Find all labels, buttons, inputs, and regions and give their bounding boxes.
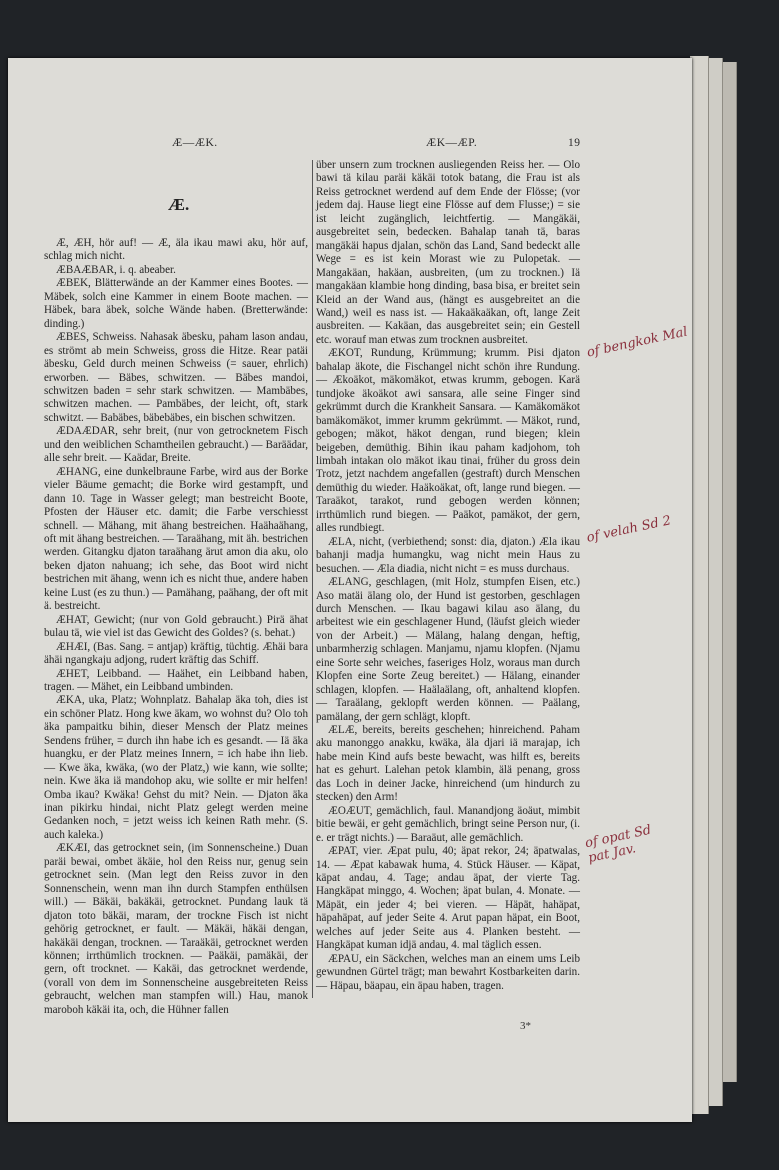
- entry: ÆKA, uka, Platz; Wohnplatz. Bahalap äka toh, dies ist ein schöner Platz. Hong kwe äkam, wo wohnst du? Olo toh äka pampaitku bihin, dieser Mensch der Platz meines Sendens früher, = durch ihn habe ich es gesandt. — Iä äka huangku, er der Platz meines Innern, = ich habe ihn lieb. — Kwe äka, kwäka, (wo der Platz,) wie kann, wie sollte; nein. Kwe äka iä mandohop aku, wie sollte er mir helfen! Omba ikau? Kwäka! Gehst du mit? Nein. — Djaton äka inan pikirku hindai, nicht Platz gelegt werden meine Gedanken noch, = jetzt weiss ich keinen Rath mehr. (S. auch kaleka.): [44, 694, 308, 841]
- entry: ÆBEK, Blätterwände an der Kammer eines Bootes. — Mäbek, solch eine Kammer in einem Boote machen. — Häbek, bara äbek, solche Wände haben. (Bretterwände: dinding.): [44, 277, 308, 330]
- handwritten-note: of velah Sd 2: [585, 513, 673, 546]
- left-column: [44, 237, 308, 1017]
- entry: ÆHÆI, (Bas. Sang. = antjap) kräftig, tüchtig. Æhäi bara ähäi ngangkaju adjong, rudert kräftig das Schiff.: [44, 640, 308, 667]
- column-divider: [312, 160, 313, 998]
- handwritten-note: of bengkok Mal: [585, 324, 689, 361]
- entry: ÆBAÆBAR, i. q. abeaber.: [56, 263, 176, 276]
- handwritten-note: of opat Sd pat Jav.: [583, 822, 653, 866]
- entry: ÆLANG, geschlagen, (mit Holz, stumpfen Eisen, etc.) Aso matäi älang olo, der Hund ist gestorben, geschlagen durch Menschen. — Ikau bagawi kilau aso älang, du arbeitest wie ein geschlagener Hund, (läufst gleich wieder von der Arbeit.) — Mälang, halang dengan, heftig, unbarmherzig schlagen. Manjamu, njamu klopfen. (Njamu eine Sorte sehr weiches, faseriges Holz, woraus man durch Klopfen eine Sorte Zeug bereitet.) — Hälang, einander schlagen, klopfen. — Haälaälang, oft, anhaltend klopfen. — Taraälang, geklopft werden können. — Paälang, pamälang, der gern schlägt, klopft.: [316, 576, 580, 723]
- entry: ÆPAT, vier. Æpat pulu, 40; äpat rekor, 24; äpatwalas, 14. — Æpat kabawak huma, 4. Stück Häuser. — Käpat, käpat andau, 4. Tage; andau äpat, der vierte Tag. Hangkäpat minggo, 4. Wochen; äpat bulan, 4. Monate. — Mäpät, ein jeder 4; bei vieren. — Häpät, hahäpat, häpahäpat, auf jeder Seite 4. Arut papan häpat, ein Boot, welches auf jeder Seite aus 4. Planken besteht. — Hangkäpat kuman idjä andau, 4. mal täglich essen.: [316, 845, 580, 952]
- entry: ÆLÆ, bereits, bereits geschehen; hinreichend. Paham aku manonggo anakku, kwäka, äla djari iä marajap, ich habe mein Kind aufs beste bewacht, was hilft es, bereits hat es gehurt. Lalehan petok klambin, älä penang, gross das Loch in deiner Jacke, hinreichend (um hindurch zu stecken) den Arm!: [316, 724, 580, 804]
- section-letter: Æ.: [168, 195, 190, 214]
- page-edge-1: [690, 56, 709, 1114]
- entry: ÆHET, Leibband. — Haähet, ein Leibband haben, tragen. — Mähet, ein Leibband umbinden.: [44, 667, 308, 693]
- page-number: 19: [568, 137, 581, 149]
- entry: ÆKÆI, das getrocknet sein, (im Sonnenscheine.) Duan paräi bewai, ombet äkäie, hol den Reiss nur, genug sein getrocknet sein. (Man legt den Reiss zuvor in den Sonnenschein, wenn man ihn durch Stampfen enthülsen will.) — Bäkäi, bakäkäi, getrocknet. Pundang lauk tä djaton toto bäkäi, maram, der trockne Fisch ist nicht gehörig getrocknet, er fault. — Mäkäi, häkäi dengan, hakäkäi dengan, trocknen. — Taraäkäi, getrocknet werden können; irrthümlich trocknen. — Paäkäi, pamäkäi, der gern, oft trocknet. — Kakäi, das getrocknet werdende, (vorall von dem im Sonnenscheine ausgebreiteten Reiss gebraucht, welchen man stampfen will.) Hau, manok maroboh käkäi ita, och, die Hühner fallen: [44, 842, 308, 1016]
- entry: ÆOÆUT, gemächlich, faul. Manandjong äoäut, mimbit bitie bewäi, er geht gemächlich, bringt seine Person nur, (i. e. er trägt nichts.) — Baraäut, alle gemächlich.: [316, 804, 580, 844]
- entry: Æ, ÆH, hör auf! — Æ, äla ikau mawi aku, hör auf, schlag mich nicht.: [44, 237, 308, 263]
- signature-mark: 3*: [520, 1020, 531, 1032]
- entry: ÆPAU, ein Säckchen, welches man an einem ums Leib gewundnen Gürtel trägt; man bewahrt Kostbarkeiten darin. — Häpau, bäapau, ein äpau haben, tragen.: [316, 952, 580, 992]
- entry: ÆKOT, Rundung, Krümmung; krumm. Pisi djaton bahalap äkote, die Fischangel nicht schön ihre Rundung. — Ækoäkot, mäkomäkot, etwas krumm, gebogen. Karä tundjoke äkoäkot awi sansara, alle seine Finger sind gekrümmt durch die Krankheit Sansara. — Kamäkomäkot bamäkomäkot, immer krumm gekrümmt. — Mäkot, rund, gebogen; mäkot, häkot dengan, rund biegen; klein beigeben, demüthig. Bihin ikau paham kadjohom, toh limbah intakan olo mäkot ikau tinai, früher du gross dein Trotz, jetzt nachdem angefallen (gestraft) durch Menschen demüthig du wieder. Haäkoäkat, oft, lange rund biegen. — Taraäkot, tarakot, rund gebogen werden können; irrthümlich rund biegen. — Paäkot, pamäkot, der gern, alles rundbiegt.: [316, 347, 580, 535]
- entry: ÆDAÆDAR, sehr breit, (nur von getrocknetem Fisch und den weiblichen Schamtheilen gebraucht.) — Baräädar, alle sehr breit. — Kaädar, Breite.: [44, 425, 308, 465]
- running-head-left: Æ—ÆK.: [172, 137, 218, 149]
- entry: ÆHAT, Gewicht; (nur von Gold gebraucht.) Pirä ähat bulau tä, wie viel ist das Gewicht des Goldes? (s. behat.): [44, 613, 308, 640]
- entry-continuation: über unsern zum trocknen ausliegenden Reiss her. — Olo bawi tä kilau paräi käkäi totok batang, die Frau ist als Reiss getrocknet werdend auf dem Ende der Flösse; (vor jedem daj. Hause liegt eine Flösse auf dem Flusse;) = sie ist leicht zugänglich, leichtfertig. — Mangäkäi, ausgebreitet sein, bedecken. Bahalap tanah tä, baras mangäkäi hapus djalan, schön das Land, Sand bedeckt alle Wege = es ist kein Morast wie zu Pulopetak. — Mangakäan, hakäan, ausbreiten, (um zu trocknen.) Iä mangakäan klambie hong dinding, basa bisa, er breitet sein Kleid an der Wand aus, (hängt es ausgebreitet an die Wand,) weil es nass ist. — Hakaäkaäkan, oft, lange Zeit ausbreiten. — Kakäan, das ausgebreitet sein; ein Gestell etc. worauf man etwas zum trocknen ausbreitet.: [316, 159, 580, 346]
- entry: ÆBES, Schweiss. Nahasak äbesku, paham lason andau, es strömt ab mein Schweiss, gross die Hitze. Rear patäi äbesku, Geld durch meinen Schweiss (= sauer, ehrlich) erworben. — Bäbes, schwitzen. — Bäbes mandoi, schwitzen baden = sehr stark schwitzen. — Mambäbes, schwitzen machen. — Pambäbes, der leicht, oft, stark schwitzt. — Babäbes, bäbebäbes, ein bischen schwitzen.: [44, 331, 308, 424]
- entry: ÆHANG, eine dunkelbraune Farbe, wird aus der Borke vieler Bäume gemacht; die Borke wird gestampft, und dann 10. Tage in Wasser gelegt; man bestreicht Boote, Pfosten der Häuser etc. damit; die Farbe verschiesst schnell. — Mähang, mit ähang bestreichen. Haähaähang, oft mit ähang bestreichen. — Taraähang, mit äh. bestrichen werden. Gitangku djaton taraähang ärut amon dia aku, olo beken djaton nahuang; ich sehe, das Boot wird nicht bestrichen mit ähang, wenn ich es nicht thue, andere haben keine Lust (es zu thun.) — Pamähang, paähang, der oft mit ä. bestreicht.: [44, 465, 308, 613]
- right-column: [316, 159, 580, 993]
- running-head-center: ÆK—ÆP.: [426, 137, 478, 149]
- entry: ÆLA, nicht, (verbiethend; sonst: dia, djaton.) Æla ikau bahanji madja humangku, wag nicht mein Haus zu besuchen. — Æla diadia, nicht nicht = es muss durchaus.: [316, 535, 580, 575]
